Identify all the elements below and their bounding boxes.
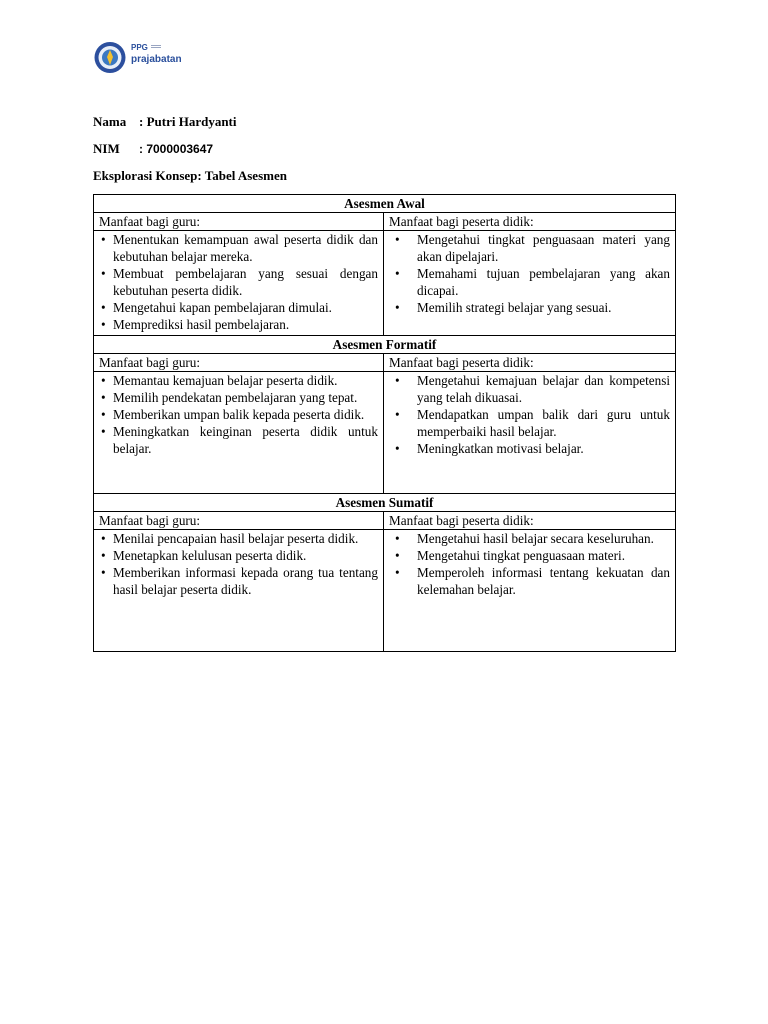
siswa-items-list bbox=[389, 530, 670, 598]
bullet-icon: • bbox=[395, 531, 400, 546]
siswa-items-cell bbox=[384, 530, 676, 652]
siswa-items-list bbox=[389, 231, 670, 316]
list-item-text: Meningkatkan motivasi belajar. bbox=[417, 441, 584, 456]
list-item bbox=[99, 372, 378, 389]
section-title: Asesmen Awal bbox=[94, 195, 676, 213]
list-item-text: Mengetahui hasil belajar secara keseluruhan. bbox=[417, 531, 654, 546]
name-value: : Putri Hardyanti bbox=[139, 114, 237, 129]
nim-line bbox=[93, 141, 213, 157]
list-item bbox=[389, 406, 670, 440]
document-title: Eksplorasi Konsep: Tabel Asesmen bbox=[93, 168, 287, 183]
siswa-label: Manfaat bagi peserta didik: bbox=[384, 512, 676, 530]
emblem-icon bbox=[93, 41, 127, 74]
siswa-items-cell bbox=[384, 231, 676, 336]
list-item bbox=[99, 299, 378, 316]
bullet-icon: • bbox=[101, 317, 106, 332]
nim-label: NIM bbox=[93, 141, 120, 156]
bullet-icon: • bbox=[395, 565, 400, 580]
list-item-text: Mengetahui kapan pembelajaran dimulai. bbox=[113, 300, 332, 315]
bullet-icon: • bbox=[395, 373, 400, 388]
guru-label: Manfaat bagi guru: bbox=[94, 213, 384, 231]
bullet-icon: • bbox=[101, 407, 106, 422]
ppg-logo bbox=[93, 41, 193, 74]
bullet-icon: • bbox=[101, 266, 106, 281]
bullet-icon: • bbox=[101, 232, 106, 247]
list-item bbox=[389, 231, 670, 265]
list-item-text: Menentukan kemampuan awal peserta didik dan kebutuhan belajar mereka. bbox=[113, 232, 378, 264]
list-item bbox=[389, 372, 670, 406]
name-label: Nama bbox=[93, 114, 127, 129]
name-line bbox=[93, 114, 237, 130]
asesmen-table bbox=[93, 194, 676, 652]
bullet-icon: • bbox=[101, 548, 106, 563]
bullet-icon: • bbox=[395, 548, 400, 563]
list-item bbox=[389, 547, 670, 564]
list-item bbox=[99, 423, 378, 457]
siswa-label: Manfaat bagi peserta didik: bbox=[384, 213, 676, 231]
list-item-text: Membuat pembelajaran yang sesuai dengan kebutuhan peserta didik. bbox=[113, 266, 378, 298]
bullet-icon: • bbox=[101, 565, 106, 580]
list-item-text: Mengetahui tingkat penguasaan materi. bbox=[417, 548, 625, 563]
bullet-icon: • bbox=[395, 407, 400, 422]
guru-items-cell bbox=[94, 372, 384, 494]
list-item-text: Mengetahui tingkat penguasaan materi yang akan dipelajari. bbox=[417, 232, 670, 264]
guru-items-cell bbox=[94, 530, 384, 652]
list-item bbox=[389, 265, 670, 299]
list-item bbox=[389, 564, 670, 598]
list-item-text: Memahami tujuan pembelajaran yang akan dicapai. bbox=[417, 266, 670, 298]
logo-text-ppg: PPG bbox=[131, 43, 148, 52]
list-item-text: Mengetahui kemajuan belajar dan kompetensi yang telah dikuasai. bbox=[417, 373, 670, 405]
guru-label: Manfaat bagi guru: bbox=[94, 512, 384, 530]
list-item-text: Memantau kemajuan belajar peserta didik. bbox=[113, 373, 338, 388]
list-item-text: Menetapkan kelulusan peserta didik. bbox=[113, 548, 307, 563]
siswa-items-cell bbox=[384, 372, 676, 494]
list-item-text: Memberikan informasi kepada orang tua tentang hasil belajar peserta didik. bbox=[113, 565, 378, 597]
siswa-items-list bbox=[389, 372, 670, 457]
bullet-icon: • bbox=[101, 390, 106, 405]
guru-items-list bbox=[99, 372, 378, 457]
list-item-text: Memilih pendekatan pembelajaran yang tepat. bbox=[113, 390, 358, 405]
list-item-text: Menilai pencapaian hasil belajar peserta didik. bbox=[113, 531, 359, 546]
list-item bbox=[99, 265, 378, 299]
list-item-text: Memperoleh informasi tentang kekuatan dan kelemahan belajar. bbox=[417, 565, 670, 597]
bullet-icon: • bbox=[101, 424, 106, 439]
list-item bbox=[99, 530, 378, 547]
list-item-text: Memprediksi hasil pembelajaran. bbox=[113, 317, 290, 332]
guru-items-list bbox=[99, 530, 378, 598]
bullet-icon: • bbox=[101, 373, 106, 388]
guru-items-list bbox=[99, 231, 378, 333]
list-item bbox=[99, 389, 378, 406]
list-item bbox=[99, 564, 378, 598]
list-item bbox=[99, 547, 378, 564]
list-item bbox=[389, 299, 670, 316]
bullet-icon: • bbox=[101, 531, 106, 546]
list-item-text: Mendapatkan umpan balik dari guru untuk memperbaiki hasil belajar. bbox=[417, 407, 670, 439]
logo-lines bbox=[151, 45, 161, 49]
section-title: Asesmen Sumatif bbox=[94, 494, 676, 512]
guru-items-cell bbox=[94, 231, 384, 336]
section-title: Asesmen Formatif bbox=[94, 336, 676, 354]
list-item-text: Memberikan umpan balik kepada peserta didik. bbox=[113, 407, 365, 422]
bullet-icon: • bbox=[101, 300, 106, 315]
list-item bbox=[99, 231, 378, 265]
bullet-icon: • bbox=[395, 266, 400, 281]
list-item bbox=[389, 440, 670, 457]
bullet-icon: • bbox=[395, 441, 400, 456]
list-item bbox=[99, 316, 378, 333]
nim-value: : 7000003647 bbox=[139, 142, 214, 156]
list-item bbox=[389, 530, 670, 547]
bullet-icon: • bbox=[395, 300, 400, 315]
list-item-text: Memilih strategi belajar yang sesuai. bbox=[417, 300, 612, 315]
list-item bbox=[99, 406, 378, 423]
siswa-label: Manfaat bagi peserta didik: bbox=[384, 354, 676, 372]
logo-text-prajabatan: prajabatan bbox=[131, 54, 182, 65]
guru-label: Manfaat bagi guru: bbox=[94, 354, 384, 372]
bullet-icon: • bbox=[395, 232, 400, 247]
list-item-text: Meningkatkan keinginan peserta didik untuk belajar. bbox=[113, 424, 378, 456]
